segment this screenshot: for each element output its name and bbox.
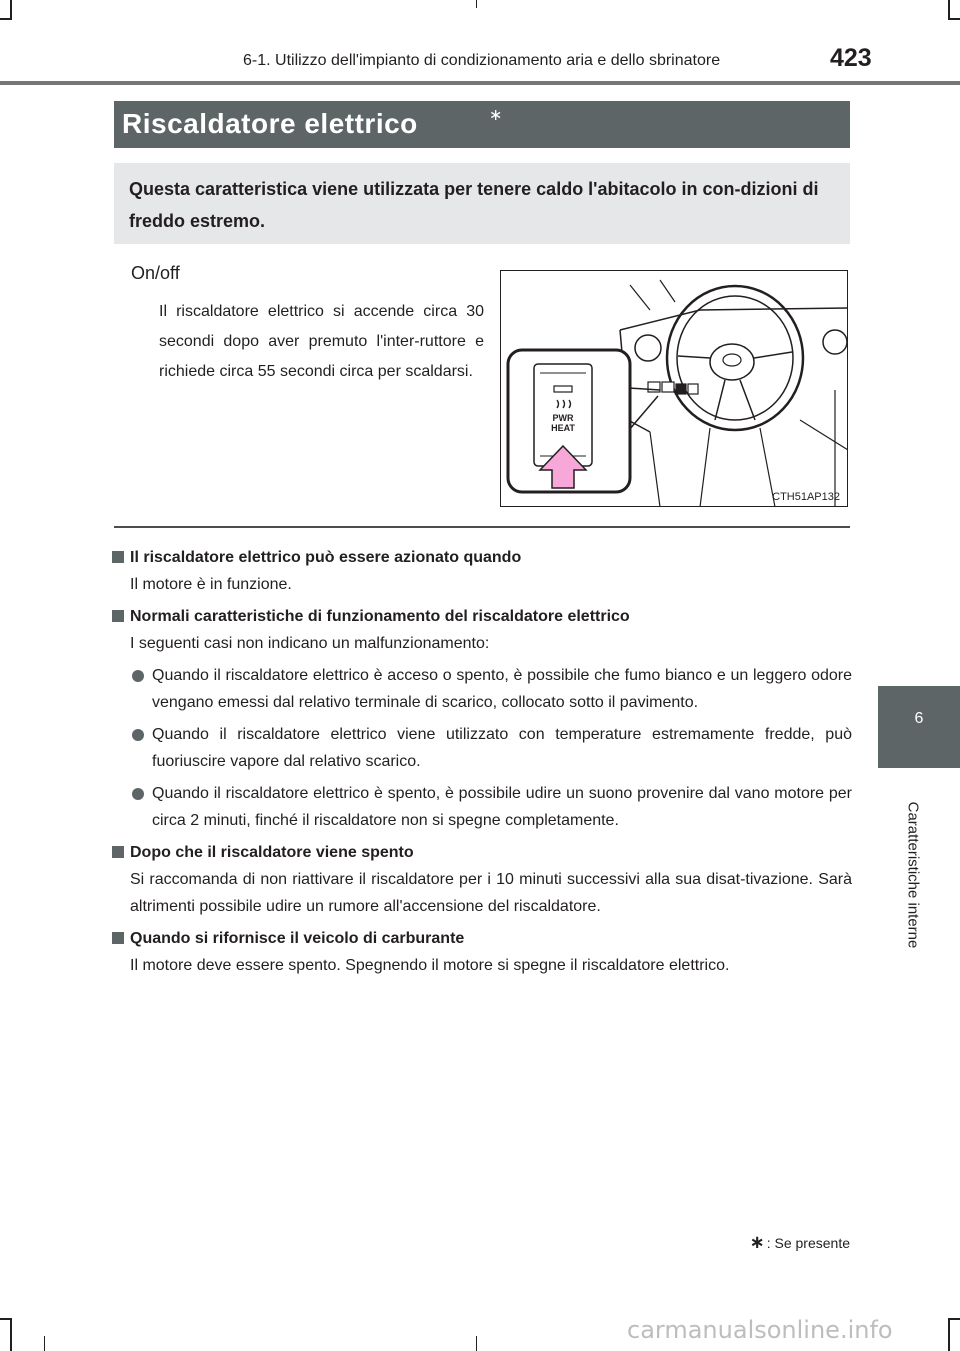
intro-text: Questa caratteristica viene utilizzata per tenere caldo l'abitacolo in con-dizioni di freddo estremo. [129, 179, 819, 231]
note-bullet: Quando il riscaldatore elettrico viene utilizzato con temperature estremamente fredde, può fuoriuscire vapore dal relativo scarico. [112, 721, 852, 775]
crop-mark [10, 0, 12, 20]
square-bullet-icon [112, 846, 124, 858]
crop-mark [10, 1318, 12, 1351]
note-heading: Quando si rifornisce il veicolo di carburante [112, 925, 852, 952]
note-heading: Il riscaldatore elettrico può essere azionato quando [112, 544, 852, 571]
title-asterisk: ∗ [489, 107, 503, 124]
header-section-title: 6-1. Utilizzo dell'impianto di condizionamento aria e dello sbrinatore [243, 52, 721, 69]
note-text: Il motore è in funzione. [130, 576, 292, 593]
footnote-asterisk: ∗ [749, 1232, 765, 1252]
onoff-description: Il riscaldatore elettrico si accende circa 30 secondi dopo aver premuto l'inter-ruttore e richiede circa 55 secondi circa per scaldarsi. [159, 303, 484, 380]
switch-label-heat: HEAT [551, 423, 575, 433]
chapter-label: Caratteristiche interne [904, 801, 922, 949]
chapter-number: 6 [914, 710, 924, 727]
switch-label-pwr: PWR [552, 413, 574, 423]
crop-mark [476, 0, 477, 8]
note-text: Si raccomanda di non riattivare il riscaldatore per i 10 minuti successivi alla sua disat-tivazione. Sarà altrimenti possibile udire un rumore all'accensione del riscaldatore. [130, 871, 852, 915]
intro-box [114, 163, 850, 244]
note-text: Il motore deve essere spento. Spegnendo il motore si spegne il riscaldatore elettrico. [130, 957, 730, 974]
crop-mark [44, 1336, 45, 1351]
circle-bullet-icon [132, 670, 144, 682]
crop-mark [0, 18, 12, 20]
onoff-label: On/off [131, 263, 180, 283]
note-heading: Dopo che il riscaldatore viene spento [112, 839, 852, 866]
crop-mark [948, 18, 960, 20]
footnote-text: : Se presente [766, 1235, 850, 1251]
note-bullet: Quando il riscaldatore elettrico è acceso o spento, è possibile che fumo bianco e un leggero odore vengano emessi dal relativo terminale di scarico, collocato sotto il pavimento. [112, 662, 852, 716]
note-heading: Normali caratteristiche di funzionamento del riscaldatore elettrico [112, 603, 852, 630]
circle-bullet-icon [132, 729, 144, 741]
page-number: 423 [830, 44, 872, 72]
square-bullet-icon [112, 551, 124, 563]
page-title: Riscaldatore elettrico [122, 108, 418, 139]
crop-mark [476, 1336, 477, 1351]
note-bullet: Quando il riscaldatore elettrico è spento, è possibile udire un suono provenire dal vano motore per circa 2 minuti, finché il riscaldatore non si spegne completamente. [112, 780, 852, 834]
crop-mark [948, 1318, 950, 1351]
note-text: I seguenti casi non indicano un malfunzionamento: [130, 635, 490, 652]
section-divider [114, 526, 850, 528]
footnote [750, 1232, 850, 1253]
header-divider [0, 81, 960, 85]
crop-mark [0, 1318, 12, 1320]
circle-bullet-icon [132, 788, 144, 800]
chapter-tab [878, 686, 960, 768]
figure-code: CTH51AP132 [772, 491, 840, 503]
title-bar [114, 101, 850, 148]
watermark: carmanualsonline.info [627, 1316, 893, 1344]
square-bullet-icon [112, 610, 124, 622]
square-bullet-icon [112, 932, 124, 944]
crop-mark [948, 1318, 960, 1320]
notes-section [112, 544, 852, 984]
crop-mark [948, 0, 950, 20]
switch-illustration [500, 270, 848, 507]
